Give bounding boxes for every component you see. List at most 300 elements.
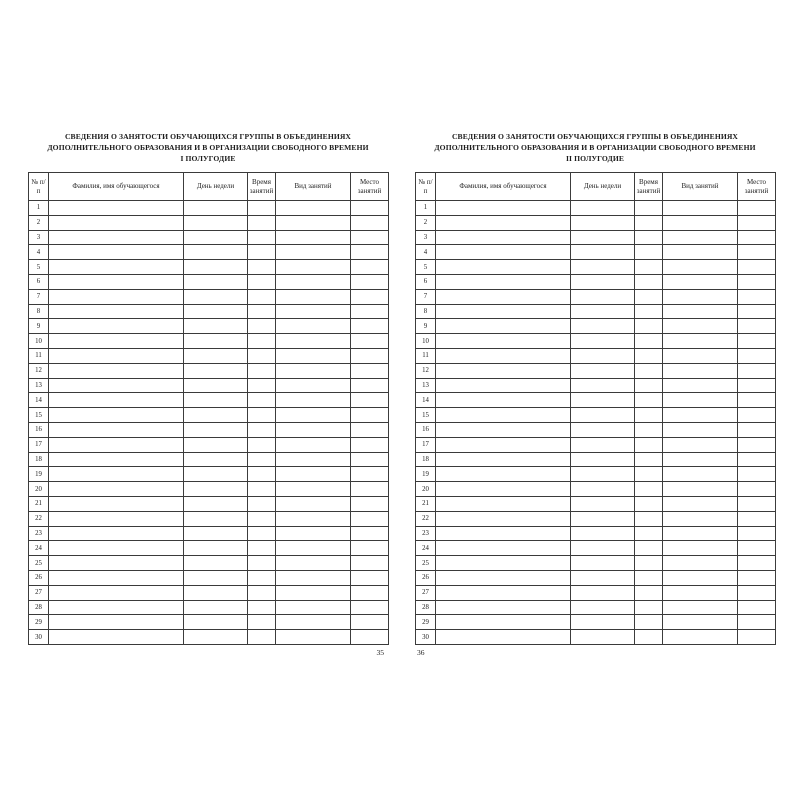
place-cell (738, 556, 776, 571)
weekday-cell (184, 496, 248, 511)
type-cell (663, 585, 738, 600)
place-cell (738, 541, 776, 556)
weekday-cell (184, 511, 248, 526)
place-cell (738, 437, 776, 452)
name-cell (436, 378, 571, 393)
place-cell (738, 363, 776, 378)
col-header-number: № п/п (416, 173, 436, 201)
weekday-cell (571, 541, 635, 556)
time-cell (248, 526, 276, 541)
row-number-cell: 14 (416, 393, 436, 408)
type-cell (663, 511, 738, 526)
time-cell (248, 319, 276, 334)
place-cell (738, 422, 776, 437)
name-cell (436, 393, 571, 408)
row-number-cell: 7 (29, 289, 49, 304)
table-row (416, 615, 776, 630)
time-cell (248, 437, 276, 452)
time-cell (635, 482, 663, 497)
place-cell (738, 482, 776, 497)
weekday-cell (571, 274, 635, 289)
header-row (29, 173, 389, 201)
type-cell (276, 526, 351, 541)
time-cell (248, 482, 276, 497)
weekday-cell (571, 600, 635, 615)
name-cell (49, 585, 184, 600)
place-cell (351, 378, 389, 393)
weekday-cell (571, 393, 635, 408)
name-cell (49, 319, 184, 334)
type-cell (663, 363, 738, 378)
weekday-cell (184, 437, 248, 452)
table-row (29, 570, 389, 585)
row-number-cell: 9 (416, 319, 436, 334)
table-row (416, 363, 776, 378)
table-row (416, 630, 776, 645)
place-cell (738, 289, 776, 304)
weekday-cell (571, 452, 635, 467)
table-row (29, 437, 389, 452)
type-cell (663, 630, 738, 645)
place-cell (351, 585, 389, 600)
row-number-cell: 27 (416, 585, 436, 600)
type-cell (276, 422, 351, 437)
time-cell (248, 570, 276, 585)
name-cell (49, 378, 184, 393)
place-cell (351, 348, 389, 363)
row-number-cell: 15 (29, 408, 49, 423)
weekday-cell (184, 615, 248, 630)
place-cell (351, 393, 389, 408)
place-cell (738, 260, 776, 275)
row-number-cell: 27 (29, 585, 49, 600)
time-cell (248, 467, 276, 482)
col-header-name: Фамилия, имя обучающегося (49, 173, 184, 201)
row-number-cell: 12 (29, 363, 49, 378)
name-cell (436, 482, 571, 497)
type-cell (663, 422, 738, 437)
table-row (416, 378, 776, 393)
name-cell (49, 526, 184, 541)
row-number-cell: 2 (416, 215, 436, 230)
time-cell (248, 245, 276, 260)
type-cell (663, 437, 738, 452)
weekday-cell (184, 452, 248, 467)
row-number-cell: 3 (416, 230, 436, 245)
time-cell (248, 408, 276, 423)
type-cell (663, 452, 738, 467)
name-cell (49, 615, 184, 630)
type-cell (663, 289, 738, 304)
name-cell (49, 201, 184, 216)
row-number-cell: 25 (416, 556, 436, 571)
place-cell (738, 585, 776, 600)
time-cell (635, 511, 663, 526)
table-row (29, 363, 389, 378)
time-cell (248, 630, 276, 645)
name-cell (49, 289, 184, 304)
time-cell (248, 304, 276, 319)
table-row (416, 467, 776, 482)
place-cell (738, 230, 776, 245)
table-row (29, 541, 389, 556)
type-cell (276, 319, 351, 334)
place-cell (738, 215, 776, 230)
type-cell (663, 230, 738, 245)
weekday-cell (571, 570, 635, 585)
weekday-cell (571, 422, 635, 437)
row-number-cell: 23 (29, 526, 49, 541)
place-cell (351, 467, 389, 482)
row-number-cell: 22 (29, 511, 49, 526)
table-row (29, 585, 389, 600)
weekday-cell (184, 482, 248, 497)
name-cell (436, 201, 571, 216)
place-cell (738, 378, 776, 393)
type-cell (663, 541, 738, 556)
type-cell (276, 215, 351, 230)
weekday-cell (184, 334, 248, 349)
name-cell (436, 570, 571, 585)
row-number-cell: 25 (29, 556, 49, 571)
table-row (29, 408, 389, 423)
time-cell (248, 585, 276, 600)
row-number-cell: 8 (29, 304, 49, 319)
page-number: 36 (417, 647, 425, 657)
time-cell (635, 408, 663, 423)
table-row (416, 289, 776, 304)
name-cell (436, 245, 571, 260)
table-row (29, 422, 389, 437)
col-header-time: Время занятий (635, 173, 663, 201)
type-cell (276, 289, 351, 304)
table-row (416, 393, 776, 408)
type-cell (663, 526, 738, 541)
type-cell (276, 408, 351, 423)
row-number-cell: 20 (29, 482, 49, 497)
name-cell (49, 556, 184, 571)
time-cell (635, 319, 663, 334)
type-cell (276, 245, 351, 260)
col-header-name: Фамилия, имя обучающегося (436, 173, 571, 201)
weekday-cell (184, 630, 248, 645)
time-cell (635, 422, 663, 437)
name-cell (436, 526, 571, 541)
table-row (416, 274, 776, 289)
col-header-weekday: День недели (571, 173, 635, 201)
place-cell (351, 422, 389, 437)
name-cell (49, 541, 184, 556)
table-row (29, 496, 389, 511)
name-cell (49, 245, 184, 260)
type-cell (663, 304, 738, 319)
place-cell (351, 408, 389, 423)
type-cell (663, 615, 738, 630)
col-header-type: Вид занятий (276, 173, 351, 201)
table-row (416, 245, 776, 260)
row-number-cell: 30 (416, 630, 436, 645)
weekday-cell (571, 348, 635, 363)
time-cell (248, 615, 276, 630)
weekday-cell (184, 467, 248, 482)
time-cell (248, 541, 276, 556)
weekday-cell (571, 615, 635, 630)
page-title-line1: СВЕДЕНИЯ О ЗАНЯТОСТИ ОБУЧАЮЩИХСЯ ГРУППЫ В ОБЪЕДИНЕНИЯХ (64, 132, 352, 141)
time-cell (635, 496, 663, 511)
weekday-cell (184, 408, 248, 423)
weekday-cell (571, 630, 635, 645)
name-cell (49, 511, 184, 526)
time-cell (635, 274, 663, 289)
time-cell (248, 363, 276, 378)
place-cell (351, 541, 389, 556)
type-cell (663, 201, 738, 216)
place-cell (738, 334, 776, 349)
page-title-line3: II ПОЛУГОДИЕ (565, 154, 625, 163)
place-cell (351, 319, 389, 334)
row-number-cell: 14 (29, 393, 49, 408)
page-title (28, 131, 388, 164)
page-number: 35 (376, 647, 384, 657)
type-cell (663, 215, 738, 230)
name-cell (436, 260, 571, 275)
time-cell (635, 526, 663, 541)
place-cell (351, 289, 389, 304)
name-cell (436, 304, 571, 319)
type-cell (276, 541, 351, 556)
type-cell (276, 482, 351, 497)
name-cell (436, 541, 571, 556)
time-cell (248, 215, 276, 230)
table-row (416, 201, 776, 216)
name-cell (49, 437, 184, 452)
table-row (416, 452, 776, 467)
name-cell (436, 615, 571, 630)
type-cell (276, 363, 351, 378)
row-number-cell: 8 (416, 304, 436, 319)
row-number-cell: 11 (416, 348, 436, 363)
place-cell (351, 526, 389, 541)
row-number-cell: 26 (29, 570, 49, 585)
name-cell (436, 630, 571, 645)
type-cell (276, 348, 351, 363)
table-row (416, 570, 776, 585)
type-cell (276, 334, 351, 349)
place-cell (351, 615, 389, 630)
col-header-number: № п/п (29, 173, 49, 201)
time-cell (248, 260, 276, 275)
name-cell (49, 600, 184, 615)
type-cell (276, 393, 351, 408)
type-cell (663, 319, 738, 334)
time-cell (248, 511, 276, 526)
row-number-cell: 16 (416, 422, 436, 437)
table-row (416, 496, 776, 511)
place-cell (738, 600, 776, 615)
name-cell (436, 334, 571, 349)
weekday-cell (571, 482, 635, 497)
weekday-cell (571, 585, 635, 600)
name-cell (49, 452, 184, 467)
name-cell (436, 289, 571, 304)
place-cell (351, 600, 389, 615)
type-cell (663, 496, 738, 511)
weekday-cell (571, 245, 635, 260)
name-cell (49, 630, 184, 645)
weekday-cell (184, 289, 248, 304)
page-title (415, 131, 775, 164)
table-row (416, 541, 776, 556)
name-cell (436, 496, 571, 511)
table-row (29, 526, 389, 541)
name-cell (436, 437, 571, 452)
weekday-cell (184, 363, 248, 378)
table-row (29, 393, 389, 408)
table-row (29, 556, 389, 571)
table-row (29, 260, 389, 275)
row-number-cell: 10 (416, 334, 436, 349)
weekday-cell (571, 408, 635, 423)
weekday-cell (184, 393, 248, 408)
time-cell (635, 378, 663, 393)
type-cell (276, 437, 351, 452)
table-row (416, 422, 776, 437)
time-cell (635, 201, 663, 216)
row-number-cell: 28 (29, 600, 49, 615)
weekday-cell (184, 215, 248, 230)
type-cell (276, 304, 351, 319)
weekday-cell (571, 215, 635, 230)
weekday-cell (184, 422, 248, 437)
time-cell (635, 615, 663, 630)
row-number-cell: 15 (416, 408, 436, 423)
type-cell (663, 245, 738, 260)
table-row (29, 201, 389, 216)
time-cell (635, 570, 663, 585)
name-cell (436, 585, 571, 600)
occupancy-table-first-half (28, 172, 389, 645)
page-title-line2: ДОПОЛНИТЕЛЬНОГО ОБРАЗОВАНИЯ И В ОРГАНИЗАЦИИ СВОБОДНОГО ВРЕМЕНИ (434, 143, 756, 152)
place-cell (738, 274, 776, 289)
type-cell (276, 201, 351, 216)
table-row (29, 615, 389, 630)
type-cell (663, 467, 738, 482)
place-cell (738, 630, 776, 645)
name-cell (49, 482, 184, 497)
name-cell (49, 230, 184, 245)
col-header-place: Место занятий (351, 173, 389, 201)
place-cell (351, 363, 389, 378)
name-cell (436, 348, 571, 363)
place-cell (351, 570, 389, 585)
type-cell (276, 511, 351, 526)
weekday-cell (184, 319, 248, 334)
weekday-cell (571, 334, 635, 349)
name-cell (49, 215, 184, 230)
name-cell (436, 452, 571, 467)
type-cell (663, 570, 738, 585)
place-cell (738, 348, 776, 363)
row-number-cell: 22 (416, 511, 436, 526)
type-cell (663, 393, 738, 408)
place-cell (738, 245, 776, 260)
weekday-cell (184, 600, 248, 615)
weekday-cell (184, 570, 248, 585)
time-cell (248, 348, 276, 363)
row-number-cell: 26 (416, 570, 436, 585)
type-cell (663, 556, 738, 571)
table-row (416, 319, 776, 334)
row-number-cell: 4 (416, 245, 436, 260)
table-row (416, 556, 776, 571)
place-cell (738, 319, 776, 334)
table-row (416, 482, 776, 497)
row-number-cell: 29 (416, 615, 436, 630)
row-number-cell: 9 (29, 319, 49, 334)
time-cell (248, 422, 276, 437)
name-cell (49, 570, 184, 585)
row-number-cell: 2 (29, 215, 49, 230)
place-cell (351, 274, 389, 289)
place-cell (738, 393, 776, 408)
row-number-cell: 16 (29, 422, 49, 437)
time-cell (635, 600, 663, 615)
row-number-cell: 30 (29, 630, 49, 645)
type-cell (663, 260, 738, 275)
time-cell (248, 600, 276, 615)
place-cell (738, 496, 776, 511)
place-cell (351, 482, 389, 497)
type-cell (276, 630, 351, 645)
table-row (416, 600, 776, 615)
time-cell (635, 363, 663, 378)
header-row (416, 173, 776, 201)
time-cell (248, 556, 276, 571)
type-cell (663, 348, 738, 363)
row-number-cell: 21 (29, 496, 49, 511)
row-number-cell: 3 (29, 230, 49, 245)
time-cell (635, 334, 663, 349)
weekday-cell (571, 556, 635, 571)
page-title-line3: I ПОЛУГОДИЕ (180, 154, 236, 163)
row-number-cell: 17 (416, 437, 436, 452)
name-cell (436, 363, 571, 378)
table-row (29, 289, 389, 304)
weekday-cell (184, 304, 248, 319)
type-cell (663, 378, 738, 393)
time-cell (248, 201, 276, 216)
table-row (416, 408, 776, 423)
occupancy-table-second-half (415, 172, 776, 645)
page-right (415, 131, 775, 658)
name-cell (436, 511, 571, 526)
type-cell (276, 585, 351, 600)
table-row (29, 230, 389, 245)
page-title-line2: ДОПОЛНИТЕЛЬНОГО ОБРАЗОВАНИЯ И В ОРГАНИЗАЦИИ СВОБОДНОГО ВРЕМЕНИ (47, 143, 369, 152)
time-cell (635, 230, 663, 245)
time-cell (248, 393, 276, 408)
time-cell (248, 496, 276, 511)
place-cell (351, 201, 389, 216)
type-cell (276, 378, 351, 393)
place-cell (738, 452, 776, 467)
table-row (416, 230, 776, 245)
place-cell (351, 452, 389, 467)
name-cell (49, 467, 184, 482)
col-header-place: Место занятий (738, 173, 776, 201)
table-row (416, 260, 776, 275)
row-number-cell: 19 (416, 467, 436, 482)
